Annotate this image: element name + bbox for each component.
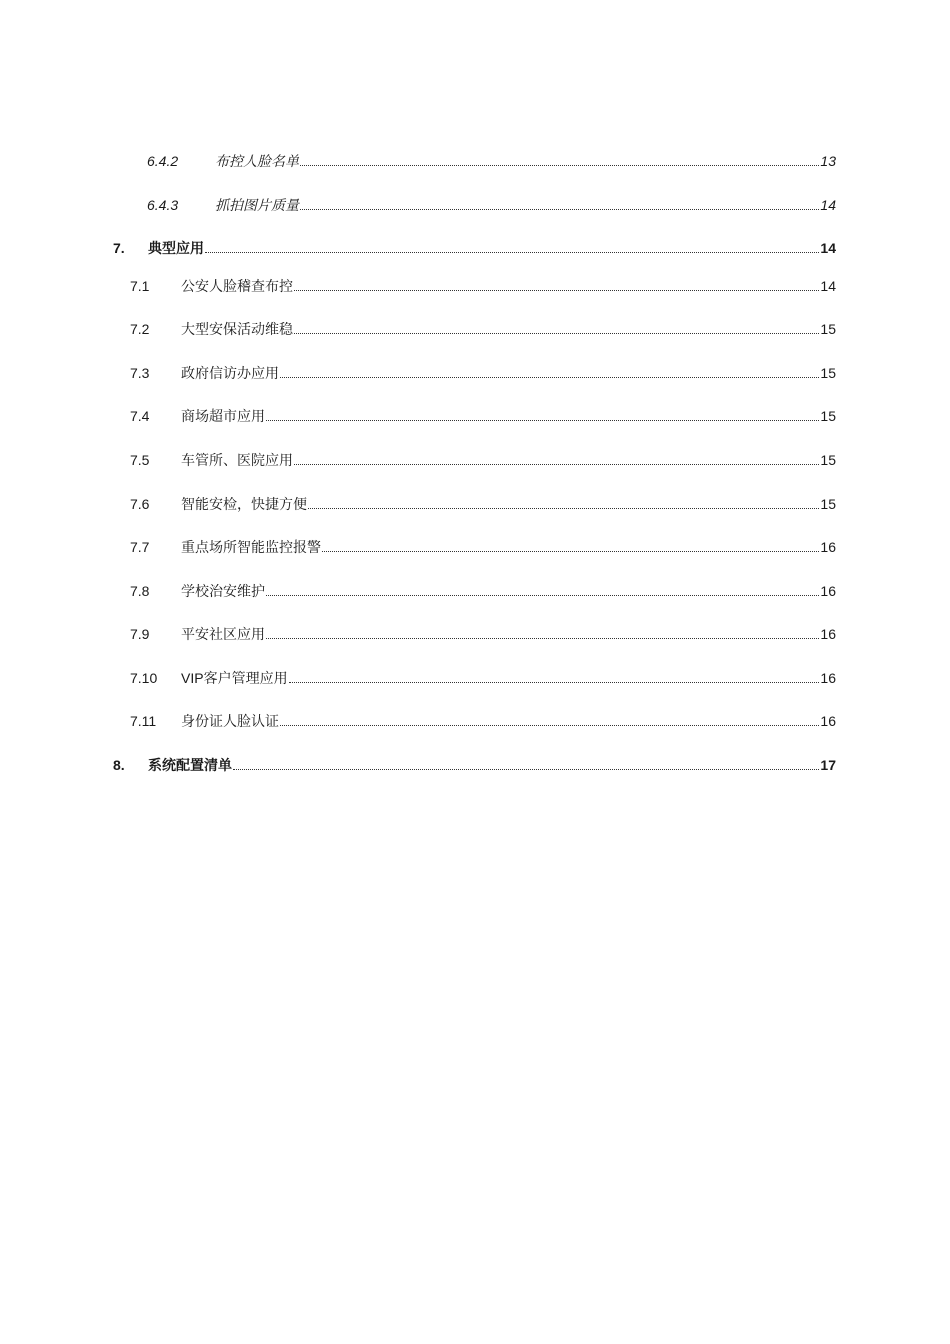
toc-number: 7.5	[130, 452, 150, 468]
dot-leader	[300, 209, 819, 210]
toc-entry-7-9[interactable]	[130, 621, 836, 643]
toc-entry-7-5[interactable]	[130, 447, 836, 469]
toc-number: 7.1	[130, 278, 150, 294]
toc-number: 7.8	[130, 583, 150, 599]
toc-entry-8[interactable]	[113, 752, 836, 774]
toc-number: 6.4.2	[147, 153, 179, 169]
toc-page-number: 14	[820, 278, 836, 294]
toc-title: 抓拍图片质量	[215, 197, 299, 213]
toc-entry-7-8[interactable]	[130, 578, 836, 600]
toc-number: 7.4	[130, 408, 150, 424]
toc-number: 7.3	[130, 365, 150, 381]
toc-page-number: 15	[820, 365, 836, 381]
dot-leader	[294, 290, 819, 291]
toc-title: 政府信访办应用	[181, 365, 279, 381]
toc-number: 7.6	[130, 496, 150, 512]
toc-title: 平安社区应用	[181, 626, 265, 642]
toc-page-number: 14	[820, 197, 836, 213]
toc-title: 典型应用	[148, 240, 204, 256]
dot-leader	[266, 420, 819, 421]
dot-leader	[308, 508, 819, 509]
toc-title: 身份证人脸认证	[181, 713, 279, 729]
toc-entry-7-10[interactable]	[130, 665, 836, 687]
toc-title: 布控人脸名单	[215, 153, 299, 169]
toc-entry-7-2[interactable]	[130, 316, 836, 338]
toc-title: VIP客户管理应用	[181, 670, 288, 686]
toc-number: 7.9	[130, 626, 150, 642]
dot-leader	[233, 769, 819, 770]
toc-page-number: 16	[820, 713, 836, 729]
toc-page-number: 16	[820, 539, 836, 555]
toc-title: 公安人脸稽查布控	[181, 278, 293, 294]
toc-page-number: 16	[820, 670, 836, 686]
dot-leader	[300, 165, 819, 166]
toc-entry-7[interactable]	[113, 235, 836, 257]
dot-leader	[289, 682, 820, 683]
toc-entry-6-4-3[interactable]	[147, 192, 836, 214]
toc-entry-7-6[interactable]	[130, 491, 836, 513]
toc-title: 智能安检，快捷方便	[181, 496, 307, 512]
toc-title: 学校治安维护	[181, 583, 265, 599]
toc-title: 车管所、医院应用	[181, 452, 293, 468]
toc-entry-7-1[interactable]	[130, 273, 836, 295]
dot-leader	[280, 377, 819, 378]
toc-page-number: 15	[820, 496, 836, 512]
toc-page-number: 15	[820, 408, 836, 424]
toc-title: 商场超市应用	[181, 408, 265, 424]
toc-page-number: 14	[820, 240, 836, 256]
toc-page-number: 13	[820, 153, 836, 169]
toc-number: 7.10	[130, 670, 158, 686]
dot-leader	[205, 252, 819, 253]
toc-number: 7.	[113, 240, 125, 256]
toc-entry-7-3[interactable]	[130, 360, 836, 382]
toc-page-number: 17	[820, 757, 836, 773]
toc-number: 7.11	[130, 713, 157, 729]
toc-number: 8.	[113, 757, 125, 773]
dot-leader	[266, 595, 819, 596]
toc-entry-7-4[interactable]	[130, 403, 836, 425]
toc-page-number: 15	[820, 452, 836, 468]
toc-number: 7.2	[130, 321, 150, 337]
toc-page-number: 15	[820, 321, 836, 337]
toc-title: 系统配置清单	[148, 757, 232, 773]
toc-title: 重点场所智能监控报警	[181, 539, 321, 555]
dot-leader	[280, 725, 819, 726]
toc-entry-7-11[interactable]	[130, 708, 836, 730]
dot-leader	[294, 464, 819, 465]
toc-page-number: 16	[820, 626, 836, 642]
toc-number: 6.4.3	[147, 197, 179, 213]
toc-entry-6-4-2[interactable]	[147, 148, 836, 170]
toc-number: 7.7	[130, 539, 150, 555]
toc-title: 大型安保活动维稳	[181, 321, 293, 337]
dot-leader	[266, 638, 819, 639]
toc-entry-7-7[interactable]	[130, 534, 836, 556]
toc-page-number: 16	[820, 583, 836, 599]
dot-leader	[322, 551, 819, 552]
dot-leader	[294, 333, 819, 334]
